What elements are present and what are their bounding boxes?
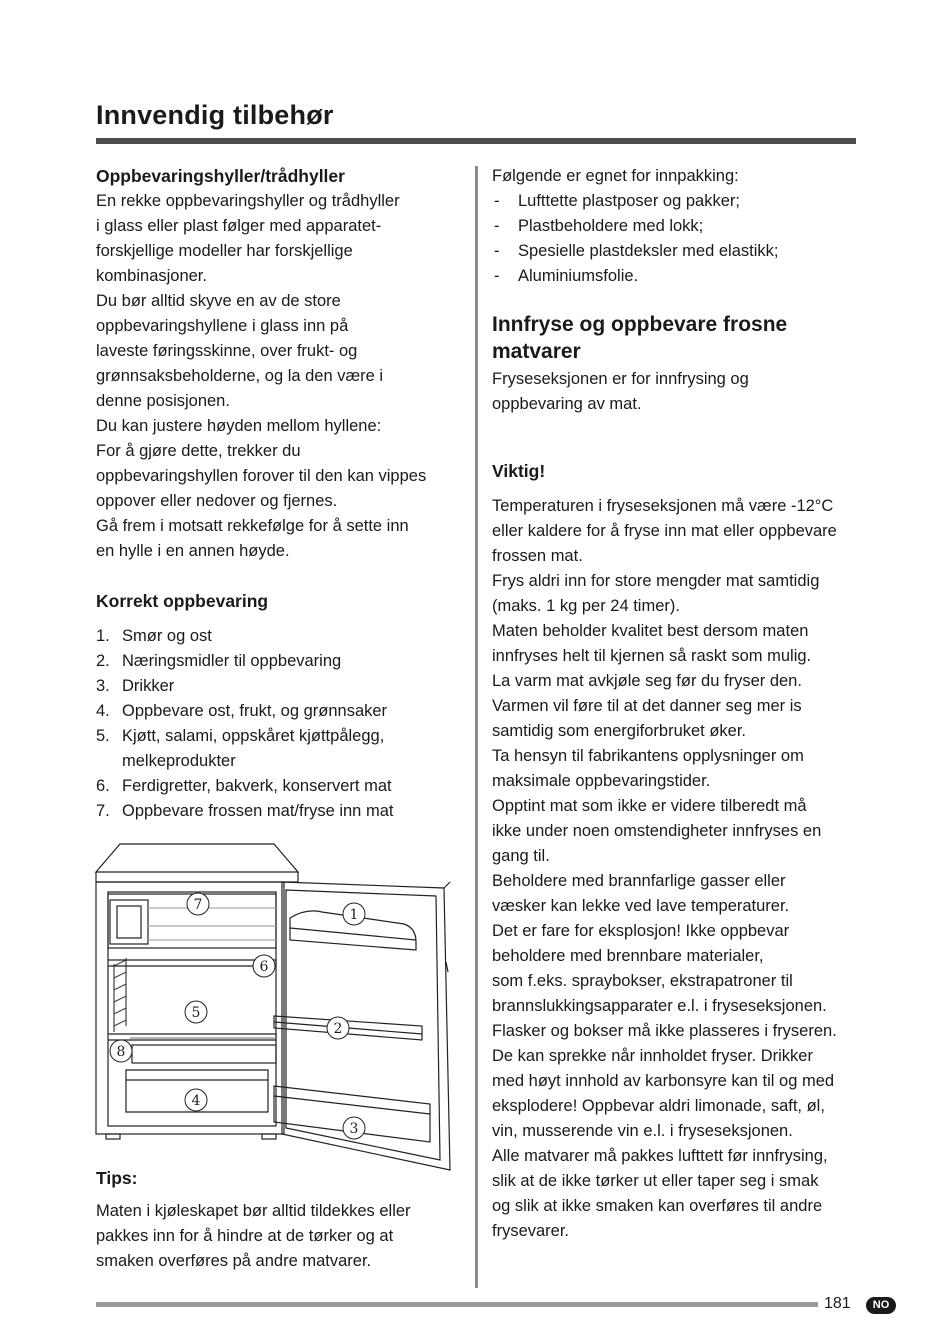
text-line: eller kaldere for å fryse inn mat eller oppbevare [492,522,837,540]
fridge-top-edge [96,872,298,882]
text-line: Varmen vil føre til at det danner seg mer is [492,697,802,715]
text-line: gang til. [492,847,550,865]
callout-8 [110,1040,132,1062]
text-line: eksplodere! Oppbevar aldri limonade, saft, øl, [492,1097,825,1115]
list-item [96,649,466,674]
text-line: pakkes inn for å hindre at de tørker og at [96,1227,394,1245]
callout-4 [185,1089,207,1111]
text-line: kombinasjoner. [96,267,207,285]
shelves-text [96,189,466,564]
text-line: smaken overføres på andre matvarer. [96,1252,372,1270]
text-line: slik at de ikke tørker ut eller taper seg i smak [492,1172,819,1190]
text-line: innfryses helt til kjernen så raskt som mulig. [492,647,812,665]
list-number: 4. [96,702,110,720]
callout-label: 3 [349,1121,359,1137]
text-line: Du bør alltid skyve en av de store [96,292,341,310]
text-line: vin, musserende vin e.l. i fryseseksjonen. [492,1122,793,1140]
door-bottle-shelf-edge [274,1096,430,1114]
language-badge: NO [866,1297,896,1314]
list-text: Ferdigretter, bakverk, konservert mat [122,777,392,795]
text-line: samtidig som energiforbruket øker. [492,722,747,740]
text-line: væsker kan lekke ved lave temperaturer. [492,897,790,915]
fridge-foot [106,1134,120,1139]
callout-label: 4 [191,1093,201,1109]
list-number: 2. [96,652,110,670]
shelf-upper [108,960,276,966]
text-line: grønnsaksbeholderne, og la den være i [96,367,384,385]
list-item [96,624,466,649]
list-text: Smør og ost [122,627,212,645]
callout-label: 1 [349,907,359,923]
list-text: Oppbevare ost, frukt, og grønnsaker [122,702,388,720]
storage-list [96,624,466,824]
wire-rack [114,960,126,1026]
list-number: 5. [96,727,110,745]
text-line: (maks. 1 kg per 24 timer). [492,597,680,615]
text-line: forskjellige modeller har forskjellige [96,242,353,260]
footer-rule [96,1302,818,1307]
right-column [492,164,862,1244]
callout-3 [343,1117,365,1139]
list-text: Kjøtt, salami, oppskåret kjøttpålegg, [122,727,385,745]
list-text: Drikker [122,677,175,695]
text-line: Du kan justere høyden mellom hyllene: [96,417,382,435]
text-line: En rekke oppbevaringshyller og trådhyller [96,192,400,210]
text-line: Det er fare for eksplosjon! Ikke oppbevar [492,922,790,940]
list-item [96,724,466,774]
callout-7 [187,893,209,915]
text-line: Fryseseksjonen er for innfrysing og [492,370,749,388]
list-item [96,799,466,824]
list-number: 1. [96,627,110,645]
door-compartment-edge [290,928,416,940]
storage-heading: Korrekt oppbevaring [96,591,269,611]
freeze-heading [492,311,862,365]
text-line: Temperaturen i fryseseksjonen må være -12°C [492,497,834,515]
text-line: med høyt innhold av karbonsyre kan til og med [492,1072,835,1090]
list-item: - Aluminiumsfolie. [492,264,862,289]
fridge-diagram [92,842,454,1172]
text-line: Gå frem i motsatt rekkefølge for å sette inn [96,517,409,535]
callout-5 [185,1001,207,1023]
callout-1 [343,903,365,925]
freeze-text [492,367,862,417]
wrap-intro: Følgende er egnet for innpakking: [492,167,739,185]
list-item: - Plastbeholdere med lokk; [492,214,862,239]
callout-label: 5 [191,1005,201,1021]
list-item [96,674,466,699]
list-text: melkeprodukter [122,752,236,770]
text-line: og slik at ikke smaken kan overføres til andre [492,1197,823,1215]
text-line: Alle matvarer må pakkes lufttett før innfrysing, [492,1147,828,1165]
text-line: oppover eller nedover og fjernes. [96,492,338,510]
text-line: Opptint mat som ikke er videre tilberedt må [492,797,807,815]
text-line: denne posisjonen. [96,392,230,410]
list-text: Næringsmidler til oppbevaring [122,652,342,670]
callout-label: 8 [116,1044,126,1060]
important-text [492,494,862,1244]
list-number: 6. [96,777,110,795]
callout-label: 7 [193,897,203,913]
text-line: De kan sprekke når innholdet fryser. Drikker [492,1047,813,1065]
list-item: - Lufttette plastposer og pakker; [492,189,862,214]
text-line: frysevarer. [492,1222,570,1240]
text-line: beholdere med brennbare materialer, [492,947,764,965]
title-rule [96,138,856,144]
wrap-list [492,189,862,289]
text-line: brannslukkingsapparater e.l. i fryseseksjonen. [492,997,827,1015]
text-line: Flasker og bokser må ikke plasseres i fryseren. [492,1022,837,1040]
text-line: som f.eks. spraybokser, ekstrapatroner til [492,972,793,990]
list-number: 7. [96,802,110,820]
text-line: Frys aldri inn for store mengder mat samtidig [492,572,820,590]
list-text: Oppbevare frossen mat/fryse inn mat [122,802,394,820]
text-line: Ta hensyn til fabrikantens opplysninger om [492,747,804,765]
list-item [96,699,466,724]
callout-6 [253,955,275,977]
fridge-foot [262,1134,276,1139]
tips-section [96,1166,466,1274]
text-line: oppbevaringshyllene i glass inn på [96,317,349,335]
left-column [96,164,466,824]
shelves-heading: Oppbevaringshyller/trådhyller [96,166,345,186]
tips-heading: Tips: [96,1168,138,1188]
list-number: 3. [96,677,110,695]
text-line: frossen mat. [492,547,583,565]
text-line: La varm mat avkjøle seg før du fryser den. [492,672,802,690]
text-line: For å gjøre dette, trekker du [96,442,301,460]
tips-text [96,1199,466,1274]
heading-line: Innfryse og oppbevare frosne [492,313,788,336]
text-line: oppbevaring av mat. [492,395,642,413]
column-divider [475,166,478,1288]
text-line: Maten i kjøleskapet bør alltid tildekkes eller [96,1202,411,1220]
text-line: oppbevaringshyllen forover til den kan vippes [96,467,427,485]
page-title: Innvendig tilbehør [96,100,334,130]
callout-label: 2 [333,1021,343,1037]
text-line: i glass eller plast følger med apparatet- [96,217,382,235]
text-line: Maten beholder kvalitet best dersom maten [492,622,809,640]
fridge-top [96,844,298,872]
text-line: laveste føringsskinne, over frukt- og [96,342,358,360]
callout-label: 6 [259,959,269,975]
text-line: maksimale oppbevaringstider. [492,772,711,790]
list-item: - Spesielle plastdeksler med elastikk; [492,239,862,264]
text-line: ikke under noen omstendigheter innfryses en [492,822,822,840]
crisper-cover [132,1045,276,1063]
text-line: Beholdere med brannfarlige gasser eller [492,872,786,890]
shelf-middle [108,1034,276,1040]
list-item [96,774,466,799]
heading-line: matvarer [492,340,581,363]
text-line: en hylle i en annen høyde. [96,542,290,560]
important-heading: Viktig! [492,461,546,481]
callout-2 [327,1017,349,1039]
door-hinge-top [444,882,450,888]
page-number: 181 [824,1295,851,1312]
